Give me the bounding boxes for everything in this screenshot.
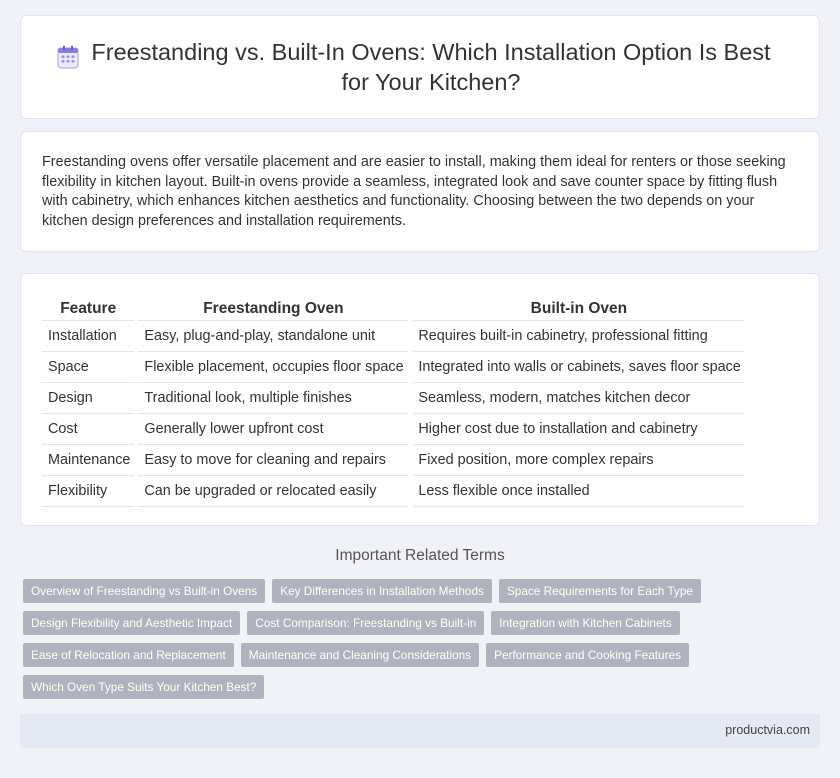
row-built-in: Higher cost due to installation and cabinetry bbox=[412, 414, 745, 445]
column-header-feature: Feature bbox=[42, 291, 134, 321]
row-built-in: Fixed position, more complex repairs bbox=[412, 445, 745, 476]
related-term-tag[interactable]: Cost Comparison: Freestanding vs Built-in bbox=[247, 611, 484, 635]
row-feature: Maintenance bbox=[42, 445, 134, 476]
row-feature: Flexibility bbox=[42, 476, 134, 507]
table-row bbox=[42, 414, 745, 445]
comparison-table bbox=[42, 291, 745, 507]
intro-paragraph: Freestanding ovens offer versatile placement and are easier to install, making them ideal for renters or those seeking flexibility in kitchen layout. Built-in ovens provide a seamless, integrated look and save counter space by fitting flush with cabinetry, which enhances kitchen aesthetics and functionality. Choosing between the two depends on your kitchen design preferences and installation requirements. bbox=[42, 154, 786, 229]
row-freestanding: Generally lower upfront cost bbox=[138, 414, 408, 445]
row-feature: Installation bbox=[42, 321, 134, 352]
table-row bbox=[42, 352, 745, 383]
footer-site-link[interactable]: productvia.com bbox=[725, 723, 810, 737]
table-row bbox=[42, 476, 745, 507]
intro-card bbox=[20, 131, 820, 252]
related-term-tag[interactable]: Space Requirements for Each Type bbox=[499, 579, 701, 603]
related-term-tag[interactable]: Key Differences in Installation Methods bbox=[272, 579, 492, 603]
row-feature: Space bbox=[42, 352, 134, 383]
row-freestanding: Can be upgraded or relocated easily bbox=[138, 476, 408, 507]
related-term-tag[interactable]: Which Oven Type Suits Your Kitchen Best? bbox=[23, 675, 264, 699]
table-row bbox=[42, 321, 745, 352]
related-terms-title: Important Related Terms bbox=[335, 547, 505, 564]
row-feature: Cost bbox=[42, 414, 134, 445]
row-freestanding: Traditional look, multiple finishes bbox=[138, 383, 408, 414]
row-built-in: Requires built-in cabinetry, professional fitting bbox=[412, 321, 745, 352]
row-freestanding: Easy, plug-and-play, standalone unit bbox=[138, 321, 408, 352]
related-term-tag[interactable]: Design Flexibility and Aesthetic Impact bbox=[23, 611, 240, 635]
row-freestanding: Easy to move for cleaning and repairs bbox=[138, 445, 408, 476]
row-built-in: Integrated into walls or cabinets, saves floor space bbox=[412, 352, 745, 383]
column-header-freestanding: Freestanding Oven bbox=[138, 291, 408, 321]
row-built-in: Less flexible once installed bbox=[412, 476, 745, 507]
footer-bar bbox=[20, 714, 820, 748]
related-term-tag[interactable]: Performance and Cooking Features bbox=[486, 643, 689, 667]
row-feature: Design bbox=[42, 383, 134, 414]
related-term-tag[interactable]: Overview of Freestanding vs Built-in Ovens bbox=[23, 579, 265, 603]
table-row bbox=[42, 383, 745, 414]
related-term-tag[interactable]: Maintenance and Cleaning Considerations bbox=[241, 643, 479, 667]
related-term-tag[interactable]: Integration with Kitchen Cabinets bbox=[491, 611, 679, 635]
row-freestanding: Flexible placement, occupies floor space bbox=[138, 352, 408, 383]
page-title: Freestanding vs. Built-In Ovens: Which Installation Option Is Best for Your Kitchen? bbox=[91, 39, 771, 95]
row-built-in: Seamless, modern, matches kitchen decor bbox=[412, 383, 745, 414]
table-row bbox=[42, 445, 745, 476]
related-term-tag[interactable]: Ease of Relocation and Replacement bbox=[23, 643, 234, 667]
comparison-card bbox=[20, 273, 820, 526]
column-header-built-in: Built-in Oven bbox=[412, 291, 745, 321]
table-header-row bbox=[42, 291, 745, 321]
header-card bbox=[20, 15, 820, 119]
related-terms-list bbox=[23, 579, 813, 699]
